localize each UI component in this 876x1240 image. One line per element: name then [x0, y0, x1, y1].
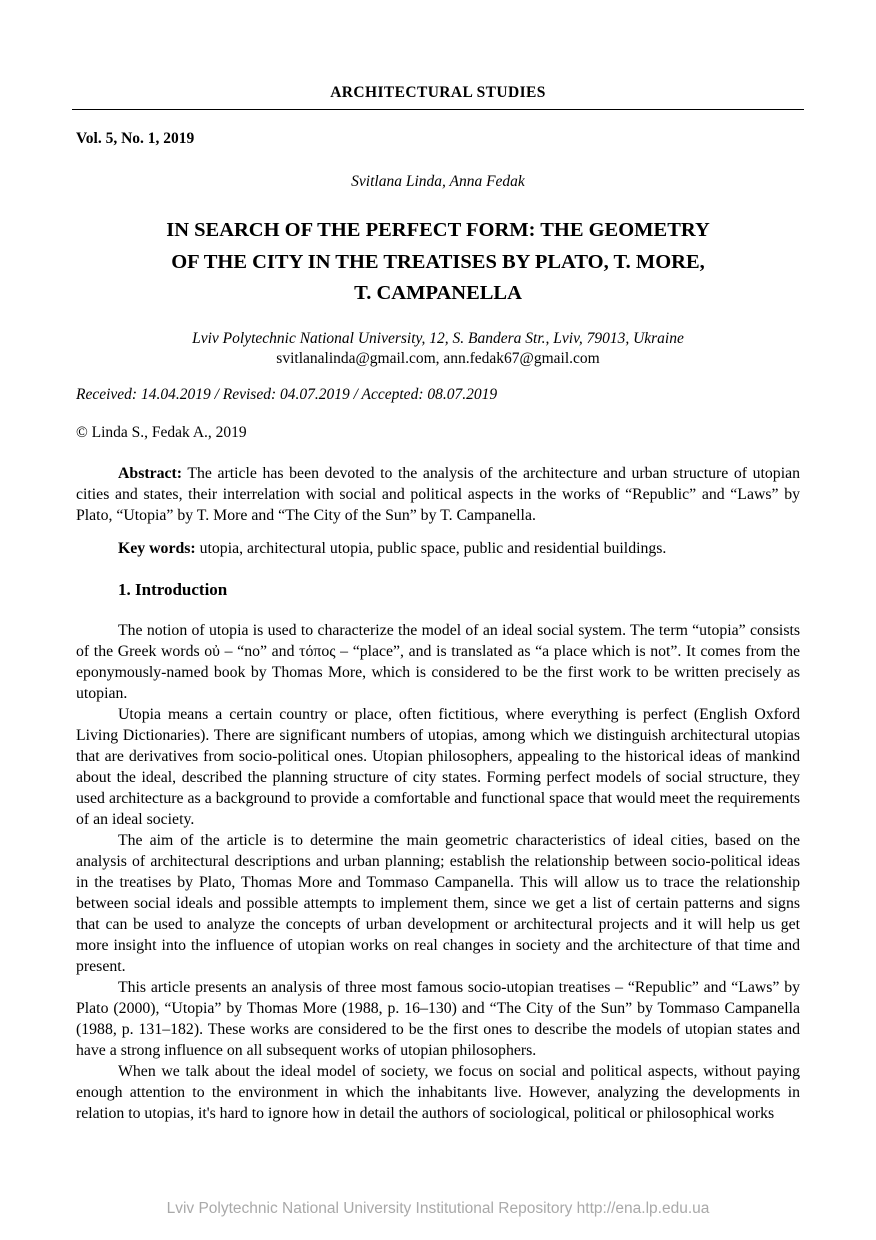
body-paragraph: The aim of the article is to determine the main geometric characteristics of ideal cities, based on the analysis of architectural descriptions and urban planning; establish the relationship between socio-political ideas in the treatises by Plato, Thomas More and Tommaso Campanella. This will allow us to trace the relationship between social ideals and possible attempts to implement them, since we get a list of certain patterns and signs that can be used to analyze the concepts of urban development or architectural projects and it will help us get more insight into the influence of utopian works on real changes in society and the architecture of that time and present. [76, 831, 800, 975]
header-rule [72, 109, 804, 110]
copyright-line: © Linda S., Fedak A., 2019 [76, 423, 247, 441]
affiliation: Lviv Polytechnic National University, 12, S. Bandera Str., Lviv, 79013, Ukraine [192, 329, 684, 347]
section-heading-introduction: 1. Introduction [118, 579, 228, 599]
article-title [76, 215, 800, 310]
received-revised-accepted: Received: 14.04.2019 / Revised: 04.07.2019 / Accepted: 08.07.2019 [76, 385, 498, 403]
keywords-paragraph [76, 538, 800, 559]
journal-header: ARCHITECTURAL STUDIES [330, 84, 546, 101]
body-paragraph: The notion of utopia is used to characterize the model of an ideal social system. The term “utopia” consists of the Greek words οὐ – “no” and τόπος – “place”, and is translated as “a place which is not”. It comes from the eponymously-named book by Thomas More, which is considered to be the first work to be written precisely as utopian. [76, 621, 800, 702]
repository-footer-text: Lviv Polytechnic National University Institutional Repository http://ena.lp.edu.ua [166, 1200, 710, 1217]
front-matter [76, 463, 800, 559]
body-paragraph: When we talk about the ideal model of society, we focus on social and political aspects, without paying enough attention to the environment in which the inhabitants live. However, analyzing the developments in relation to utopias, it's hard to ignore how in detail the authors of sociological, political or philosophical works [76, 1062, 800, 1122]
keywords-label: Key words: [118, 539, 196, 557]
volume-info: Vol. 5, No. 1, 2019 [76, 130, 195, 147]
article-title-line: IN SEARCH OF THE PERFECT FORM: THE GEOMETRY [166, 219, 710, 241]
article-title-line: OF THE CITY IN THE TREATISES BY PLATO, T. MORE, [171, 250, 705, 273]
article-authors: Svitlana Linda, Anna Fedak [351, 173, 525, 190]
keywords-text: utopia, architectural utopia, public space, public and residential buildings. [199, 539, 667, 557]
article-title-line: T. CAMPANELLA [354, 282, 522, 304]
body-paragraph: This article presents an analysis of three most famous socio-utopian treatises – “Republic” and “Laws” by Plato (2000), “Utopia” by Thomas More (1988, p. 16–130) and “The City of the Sun” by Tommaso Campanella (1988, p. 131–182). These works are considered to be the first ones to describe the models of utopian states and have a strong influence on all subsequent works of utopian philosophers. [76, 978, 800, 1059]
introduction-body [76, 620, 800, 1124]
author-emails: svitlanalinda@gmail.com, ann.fedak67@gmail.com [276, 349, 600, 367]
abstract-label: Abstract: [118, 464, 183, 482]
body-paragraph: Utopia means a certain country or place, often fictitious, where everything is perfect (English Oxford Living Dictionaries). There are significant numbers of utopias, among which we distinguish architectural utopias that are derivatives from socio-political ones. Utopian philosophers, appealing to the historical ideas of mankind about the ideal, described the planning structure of city states. Forming perfect models of social structure, they used architecture as a background to provide a comfortable and functional space that would meet the requirements of an ideal society. [76, 705, 800, 828]
abstract-paragraph [76, 463, 800, 526]
abstract-text: The article has been devoted to the analysis of the architecture and urban structure of utopian cities and states, their interrelation with social and political aspects in the works of “Republic” and “Laws” by Plato, “Utopia” by T. More and “The City of the Sun” by T. Campanella. [76, 464, 800, 524]
